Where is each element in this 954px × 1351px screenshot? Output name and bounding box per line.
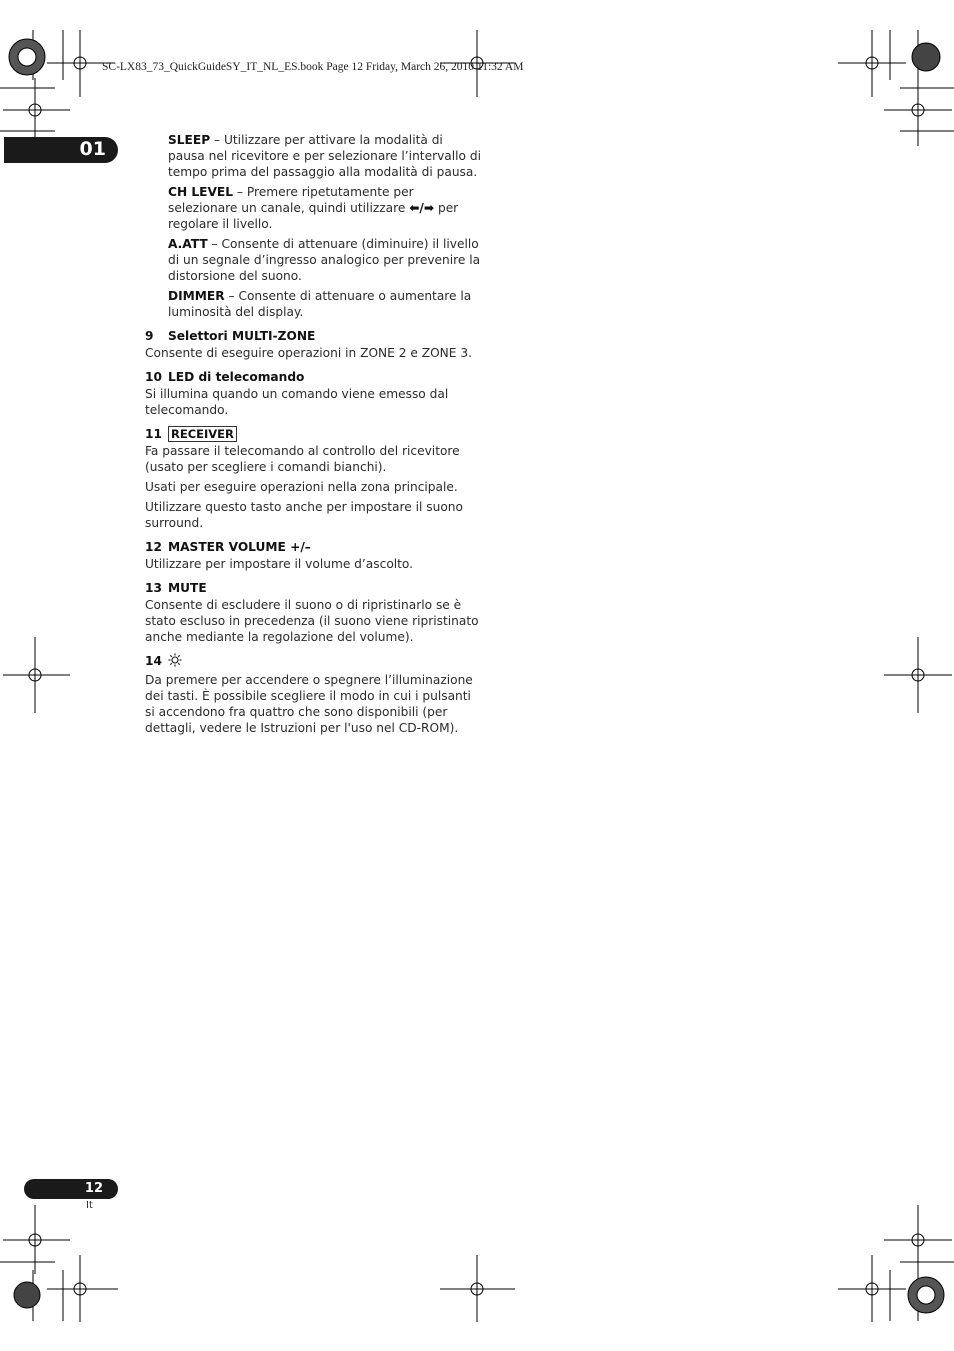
chapter-tab — [4, 137, 118, 163]
item-text: Usati per eseguire operazioni nella zona principale. — [145, 480, 458, 494]
description: – Premere ripetutamente per selezionare un canale, quindi utilizzare — [168, 185, 414, 215]
item-number: 12 — [145, 540, 162, 554]
item-heading-11 — [145, 426, 483, 442]
item-text: Consente di escludere il suono o di ripristinarlo se è stato escluso in precedenza (il suono viene ripristinato anche mediante la regolazione del volume). — [145, 598, 479, 644]
receiver-key-label: RECEIVER — [168, 426, 237, 442]
light-bulb-icon — [168, 653, 182, 671]
item-number: 11 — [145, 427, 162, 441]
item-text: Fa passare il telecomando al controllo del ricevitore (usato per scegliere i comandi bianchi). — [145, 444, 460, 474]
arrow-left-right-icon: ⬅/➡ — [409, 201, 435, 215]
language-code: It — [86, 1200, 93, 1211]
item-number: 13 — [145, 581, 162, 595]
item-title: LED di telecomando — [168, 370, 305, 384]
term: CH LEVEL — [168, 185, 234, 199]
sub-item-ch-level — [168, 184, 483, 232]
item-title: Selettori MULTI-ZONE — [168, 329, 316, 343]
sub-item-dimmer — [168, 288, 483, 320]
item-heading-12 — [145, 539, 483, 555]
sub-item-a-att — [168, 236, 483, 284]
item-text: Si illumina quando un comando viene emesso dal telecomando. — [145, 387, 449, 417]
item-heading-10 — [145, 369, 483, 385]
book-info-header: SC-LX83_73_QuickGuideSY_IT_NL_ES.book Page 12 Friday, March 26, 2010 11:32 AM — [102, 61, 524, 73]
description: – Utilizzare per attivare la modalità di pausa nel ricevitore e per selezionare l’intervallo di tempo prima del passaggio alla modalità di pausa. — [168, 133, 481, 179]
item-title: MUTE — [168, 581, 207, 595]
description: – Consente di attenuare o aumentare la luminosità del display. — [168, 289, 472, 319]
item-number: 10 — [145, 370, 162, 384]
term: A.ATT — [168, 237, 208, 251]
item-text: Utilizzare questo tasto anche per impostare il suono surround. — [145, 500, 463, 530]
item-text: Utilizzare per impostare il volume d’ascolto. — [145, 557, 414, 571]
page-number: 12 — [84, 1181, 103, 1196]
chapter-number: 01 — [79, 138, 106, 160]
description-end: per regolare il livello. — [168, 201, 459, 231]
page-number-tab — [24, 1179, 118, 1199]
item-text: Consente di eseguire operazioni in ZONE 2 e ZONE 3. — [145, 346, 472, 360]
item-heading-13 — [145, 580, 483, 596]
item-heading-14 — [145, 653, 483, 671]
description: – Consente di attenuare (diminuire) il livello di un segnale d’ingresso analogico per prevenire la distorsione del suono. — [168, 237, 481, 283]
term: DIMMER — [168, 289, 225, 303]
main-content — [145, 132, 483, 740]
item-number: 14 — [145, 654, 162, 668]
item-heading-9 — [145, 328, 483, 344]
term: SLEEP — [168, 133, 211, 147]
item-number: 9 — [145, 329, 154, 343]
item-title: MASTER VOLUME +/– — [168, 540, 311, 554]
sub-item-sleep — [168, 132, 483, 180]
item-text: Da premere per accendere o spegnere l’illuminazione dei tasti. È possibile scegliere il modo in cui i pulsanti si accendono fra quattro che sono disponibili (per dettagli, vedere le Istruzioni per l'uso nel CD-ROM). — [145, 673, 473, 735]
